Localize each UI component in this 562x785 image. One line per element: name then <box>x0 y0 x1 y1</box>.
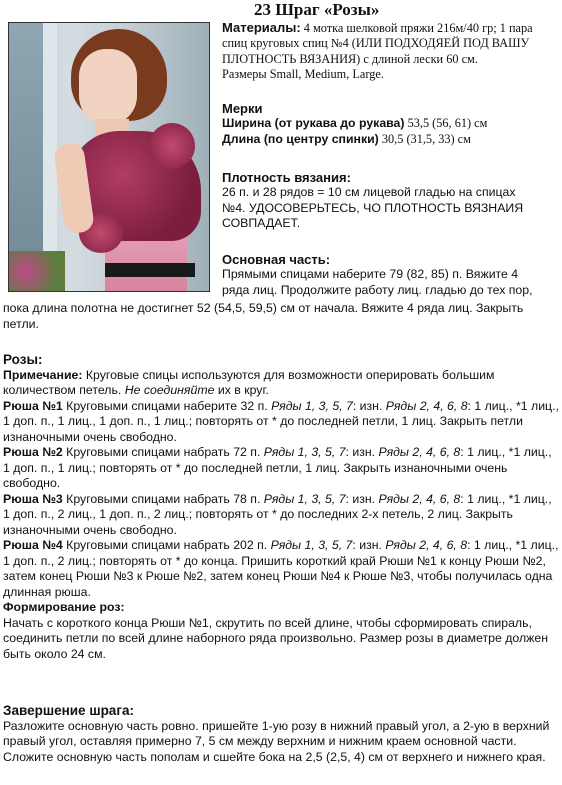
photo-rose <box>149 123 195 169</box>
gauge-text: 26 п. и 28 рядов = 10 см лицевой гладью на спицах <box>222 185 516 200</box>
main-part-rest: пока длина полотна не достигнет 52 (54,5, 59,5) см от начала. Вяжите 4 ряда лиц. Закрыть петли. <box>3 301 524 331</box>
gauge-block <box>222 170 556 232</box>
photo-sash <box>105 263 195 277</box>
materials-label: Материалы: <box>222 20 301 35</box>
gauge-text: СОВПАДАЕТ. <box>222 216 301 231</box>
main-part-line: Прямыми спицами наберите 79 (82, 85) п. Вяжите 4 <box>222 267 519 282</box>
ruffle-4: Рюша №4 Круговыми спицами набрать 202 п. Ряды 1, 3, 5, 7: изн. Ряды 2, 4, 6, 8: 1 лиц., *1 лиц., 1 доп. п., 2 лиц.; повторять от * до конца. Пришить короткий край Рюши №1 к концу Рюши №2, затем конец Рюши №3 к Рюше №2, затем конец Рюши №4 к Рюше №3, чтобы получилась одна длинная рюша. <box>3 538 559 599</box>
forming-label: Формирование роз: <box>3 600 125 614</box>
gauge-text: №4. УДОСОВЕРЬТЕСЬ, ЧО ПЛОТНОСТЬ ВЯЗНАИЯ <box>222 200 524 215</box>
forming-text: Начать с короткого конца Рюши №1, скрутить по всей длине, чтобы сформировать спираль, соединить петли по всей длине наборного ряда произвольно. Размер розы в диаметре должен быть около 24 см. <box>3 615 549 661</box>
shrug-photo <box>8 22 210 292</box>
measures-label: Мерки <box>222 101 263 116</box>
length-value: 30,5 (31,5, 33) см <box>378 131 471 146</box>
finish-heading: Завершение шрага: <box>3 703 134 718</box>
photo-flowers <box>9 251 65 292</box>
materials-text: 4 мотка шелковой пряжи 216м/40 гр; 1 пара спиц круговых спиц №4 (ИЛИ ПОДХОДЯЕЙ ПОД ВАШУ ПЛОТНОСТЬ ВЯЗАНИЯ) с длиной лески 60 см. <box>222 21 533 66</box>
page-title: 23 Шраг «Розы» <box>254 0 380 19</box>
finish-text: Разложите основную часть ровно. пришейте 1-ую розу в нижний правый угол, а 2-ую в верхний правый угол, оставляя примерно 7, 5 см между верхним и нижним краем основной части. Сложите основную часть пополам и сшейте бока на 2,5 (2,5, 4) см от верхнего и нижнего края. <box>3 718 550 764</box>
roses-section <box>3 352 559 662</box>
length-label: Длина (по центру спинки) <box>222 131 379 146</box>
gauge-label: Плотность вязания: <box>222 170 351 185</box>
ruffle-1: Рюша №1 Круговыми спицами наберите 32 п. Ряды 1, 3, 5, 7: изн. Ряды 2, 4, 6, 8: 1 лиц., *1 лиц., 1 доп. п., 1 лиц., 1 доп. п., 1 лиц.; повторять от * до последней петли, 1 лиц. Закрыть петли изнаночными очень свободно. <box>3 398 559 444</box>
photo-face <box>79 49 137 125</box>
width-value: 53,5 (56, 61) см <box>404 116 488 131</box>
measures-block <box>222 101 556 147</box>
main-part-line: ряда лиц. Продолжите работу лиц. гладью до тех пор, <box>222 282 533 297</box>
materials-block <box>222 20 556 83</box>
main-part-label: Основная часть: <box>222 252 331 267</box>
main-part-block <box>222 252 556 298</box>
ruffle-3: Рюша №3 Круговыми спицами набрать 78 п. Ряды 1, 3, 5, 7: изн. Ряды 2, 4, 6, 8: 1 лиц., *1 лиц., 1 доп. п., 2 лиц., 1 доп. п., 2 лиц.; повторять от * до последних 2-х петель, 2 лиц. Закрыть изнаночными очень свободно. <box>3 491 552 537</box>
width-label: Ширина (от рукава до рукава) <box>222 116 405 131</box>
sizes-text: Размеры Small, Medium, Large. <box>222 67 384 82</box>
note-label: Примечание: <box>3 367 83 382</box>
roses-heading: Розы: <box>3 352 43 367</box>
ruffle-2: Рюша №2 Круговыми спицами набрать 72 п. Ряды 1, 3, 5, 7: изн. Ряды 2, 4, 6, 8: 1 лиц., *1 лиц., 1 доп. п., 1 лиц.; повторять от * до последней петли, 1 лиц. Закрыть изнаночными очень свободно. <box>3 445 552 490</box>
roses-note: Примечание: Круговые спицы используются для возможности оперировать большим количеством петель. Не соединяйте их в круг. <box>3 367 495 397</box>
finish-section <box>3 703 559 765</box>
